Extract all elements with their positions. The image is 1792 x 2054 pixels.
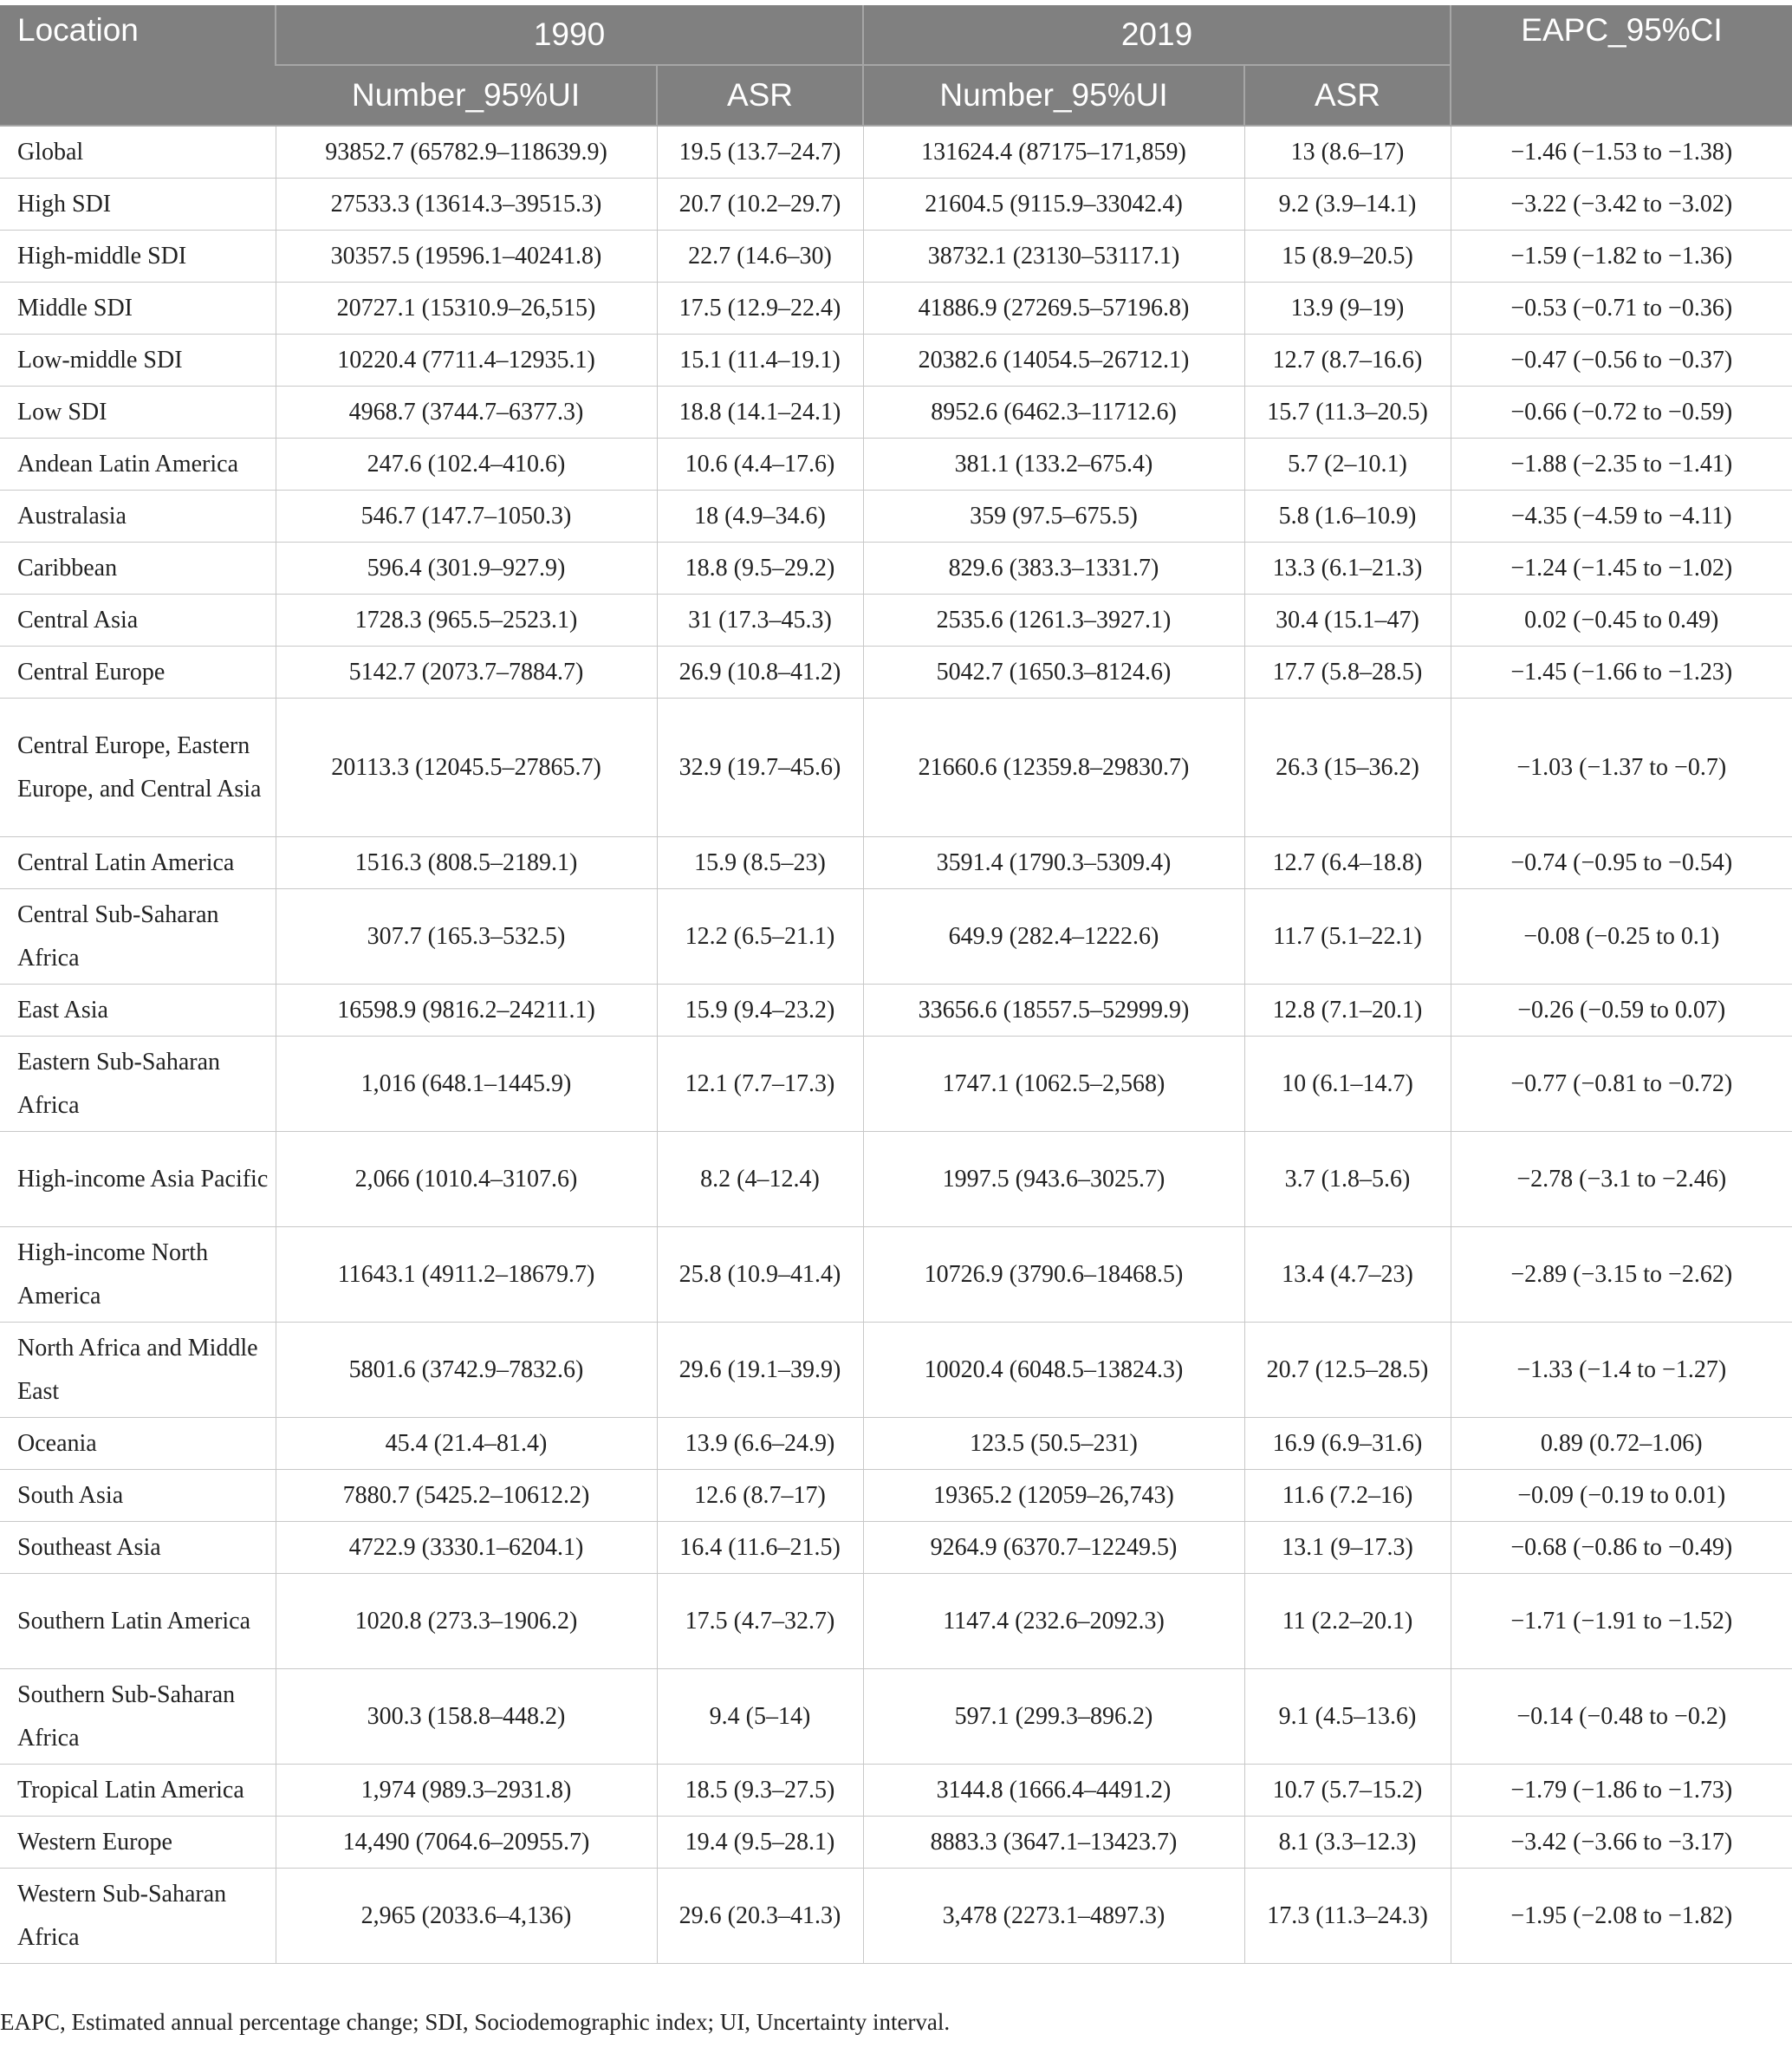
asr-2019-cell: 12.8 (7.1–20.1) <box>1244 985 1451 1037</box>
number-2019-cell: 649.9 (282.4–1222.6) <box>863 889 1244 985</box>
eapc-cell: −1.24 (−1.45 to −1.02) <box>1451 543 1792 595</box>
table-row <box>0 837 1792 889</box>
table-row <box>0 283 1792 335</box>
number-2019-cell: 1747.1 (1062.5–2,568) <box>863 1037 1244 1132</box>
number-1990-cell: 546.7 (147.7–1050.3) <box>276 491 657 543</box>
location-cell: South Asia <box>0 1470 276 1522</box>
number-2019-cell: 19365.2 (12059–26,743) <box>863 1470 1244 1522</box>
location-cell: Southern Sub-Saharan Africa <box>0 1669 276 1765</box>
asr-1990-cell: 26.9 (10.8–41.2) <box>657 647 863 699</box>
eapc-cell: −0.77 (−0.81 to −0.72) <box>1451 1037 1792 1132</box>
location-cell: Central Sub-Saharan Africa <box>0 889 276 985</box>
number-2019-cell: 3,478 (2273.1–4897.3) <box>863 1869 1244 1964</box>
asr-2019-cell: 20.7 (12.5–28.5) <box>1244 1323 1451 1418</box>
table-row <box>0 231 1792 283</box>
year-2019-header: 2019 <box>863 5 1451 65</box>
table-row <box>0 889 1792 985</box>
number-1990-cell: 10220.4 (7711.4–12935.1) <box>276 335 657 387</box>
location-cell: Australasia <box>0 491 276 543</box>
eapc-cell: −0.53 (−0.71 to −0.36) <box>1451 283 1792 335</box>
asr-2019-cell: 15.7 (11.3–20.5) <box>1244 387 1451 439</box>
number-1990-cell: 5801.6 (3742.9–7832.6) <box>276 1323 657 1418</box>
location-cell: Oceania <box>0 1418 276 1470</box>
table-row <box>0 985 1792 1037</box>
asr-2019-cell: 11.7 (5.1–22.1) <box>1244 889 1451 985</box>
asr-1990-cell: 9.4 (5–14) <box>657 1669 863 1765</box>
location-cell: Eastern Sub-Saharan Africa <box>0 1037 276 1132</box>
table-row <box>0 1418 1792 1470</box>
eapc-cell: −3.22 (−3.42 to −3.02) <box>1451 179 1792 231</box>
table-row <box>0 179 1792 231</box>
table-row <box>0 335 1792 387</box>
eapc-header: EAPC_95%CI <box>1451 5 1792 126</box>
table-row <box>0 1817 1792 1869</box>
eapc-cell: −0.26 (−0.59 to 0.07) <box>1451 985 1792 1037</box>
number-2019-cell: 597.1 (299.3–896.2) <box>863 1669 1244 1765</box>
number-2019-cell: 9264.9 (6370.7–12249.5) <box>863 1522 1244 1574</box>
location-cell: Southern Latin America <box>0 1574 276 1669</box>
number-2019-cell: 3144.8 (1666.4–4491.2) <box>863 1765 1244 1817</box>
number-2019-cell: 123.5 (50.5–231) <box>863 1418 1244 1470</box>
number-2019-cell: 2535.6 (1261.3–3927.1) <box>863 595 1244 647</box>
location-cell: Central Asia <box>0 595 276 647</box>
eapc-cell: −1.33 (−1.4 to −1.27) <box>1451 1323 1792 1418</box>
eapc-cell: −2.78 (−3.1 to −2.46) <box>1451 1132 1792 1227</box>
asr-1990-cell: 16.4 (11.6–21.5) <box>657 1522 863 1574</box>
table-row <box>0 647 1792 699</box>
location-cell: Tropical Latin America <box>0 1765 276 1817</box>
number-2019-cell: 3591.4 (1790.3–5309.4) <box>863 837 1244 889</box>
number-2019-cell: 1147.4 (232.6–2092.3) <box>863 1574 1244 1669</box>
table-row <box>0 491 1792 543</box>
table-row <box>0 1522 1792 1574</box>
asr-1990-cell: 15.9 (9.4–23.2) <box>657 985 863 1037</box>
number-2019-cell: 8883.3 (3647.1–13423.7) <box>863 1817 1244 1869</box>
number-1990-cell: 16598.9 (9816.2–24211.1) <box>276 985 657 1037</box>
asr-2019-cell: 15 (8.9–20.5) <box>1244 231 1451 283</box>
asr-1990-cell: 17.5 (12.9–22.4) <box>657 283 863 335</box>
location-cell: Western Sub-Saharan Africa <box>0 1869 276 1964</box>
asr-2019-cell: 26.3 (15–36.2) <box>1244 699 1451 837</box>
asr-1990-cell: 19.4 (9.5–28.1) <box>657 1817 863 1869</box>
table-row <box>0 439 1792 491</box>
eapc-cell: −1.95 (−2.08 to −1.82) <box>1451 1869 1792 1964</box>
number-1990-cell: 1,016 (648.1–1445.9) <box>276 1037 657 1132</box>
number-1990-cell: 27533.3 (13614.3–39515.3) <box>276 179 657 231</box>
table-body <box>0 126 1792 1964</box>
location-cell: Caribbean <box>0 543 276 595</box>
eapc-cell: −2.89 (−3.15 to −2.62) <box>1451 1227 1792 1323</box>
location-cell: High SDI <box>0 179 276 231</box>
asr-1990-cell: 10.6 (4.4–17.6) <box>657 439 863 491</box>
number-1990-cell: 4722.9 (3330.1–6204.1) <box>276 1522 657 1574</box>
number-2019-cell: 5042.7 (1650.3–8124.6) <box>863 647 1244 699</box>
asr-2019-cell: 13.9 (9–19) <box>1244 283 1451 335</box>
asr-2019-cell: 10 (6.1–14.7) <box>1244 1037 1451 1132</box>
table-row <box>0 1765 1792 1817</box>
data-table <box>0 5 1792 1964</box>
number-1990-cell: 4968.7 (3744.7–6377.3) <box>276 387 657 439</box>
asr-1990-cell: 22.7 (14.6–30) <box>657 231 863 283</box>
asr-2019-cell: 13.3 (6.1–21.3) <box>1244 543 1451 595</box>
asr-2019-header: ASR <box>1244 65 1451 126</box>
asr-2019-cell: 13.1 (9–17.3) <box>1244 1522 1451 1574</box>
eapc-cell: −1.45 (−1.66 to −1.23) <box>1451 647 1792 699</box>
asr-2019-cell: 17.7 (5.8–28.5) <box>1244 647 1451 699</box>
asr-1990-header: ASR <box>657 65 863 126</box>
number-2019-cell: 38732.1 (23130–53117.1) <box>863 231 1244 283</box>
eapc-cell: −1.88 (−2.35 to −1.41) <box>1451 439 1792 491</box>
asr-1990-cell: 32.9 (19.7–45.6) <box>657 699 863 837</box>
number-2019-cell: 20382.6 (14054.5–26712.1) <box>863 335 1244 387</box>
eapc-cell: −1.59 (−1.82 to −1.36) <box>1451 231 1792 283</box>
asr-1990-cell: 12.6 (8.7–17) <box>657 1470 863 1522</box>
number-1990-cell: 2,066 (1010.4–3107.6) <box>276 1132 657 1227</box>
asr-2019-cell: 8.1 (3.3–12.3) <box>1244 1817 1451 1869</box>
number-1990-cell: 1728.3 (965.5–2523.1) <box>276 595 657 647</box>
table-row <box>0 1470 1792 1522</box>
eapc-cell: −1.03 (−1.37 to −0.7) <box>1451 699 1792 837</box>
asr-1990-cell: 18.8 (9.5–29.2) <box>657 543 863 595</box>
location-cell: Andean Latin America <box>0 439 276 491</box>
number-2019-cell: 33656.6 (18557.5–52999.9) <box>863 985 1244 1037</box>
location-cell: Central Europe, Eastern Europe, and Central Asia <box>0 699 276 837</box>
asr-2019-cell: 9.1 (4.5–13.6) <box>1244 1669 1451 1765</box>
number-1990-cell: 1,974 (989.3–2931.8) <box>276 1765 657 1817</box>
eapc-cell: −0.14 (−0.48 to −0.2) <box>1451 1669 1792 1765</box>
location-cell: North Africa and Middle East <box>0 1323 276 1418</box>
number-1990-cell: 307.7 (165.3–532.5) <box>276 889 657 985</box>
eapc-cell: −0.68 (−0.86 to −0.49) <box>1451 1522 1792 1574</box>
location-cell: Low SDI <box>0 387 276 439</box>
asr-1990-cell: 13.9 (6.6–24.9) <box>657 1418 863 1470</box>
asr-1990-cell: 8.2 (4–12.4) <box>657 1132 863 1227</box>
number-1990-cell: 14,490 (7064.6–20955.7) <box>276 1817 657 1869</box>
number-2019-cell: 359 (97.5–675.5) <box>863 491 1244 543</box>
header-row-years <box>0 5 1792 65</box>
asr-2019-cell: 30.4 (15.1–47) <box>1244 595 1451 647</box>
location-cell: Global <box>0 126 276 179</box>
table-row <box>0 1227 1792 1323</box>
number-2019-cell: 21604.5 (9115.9–33042.4) <box>863 179 1244 231</box>
asr-1990-cell: 31 (17.3–45.3) <box>657 595 863 647</box>
asr-1990-cell: 12.2 (6.5–21.1) <box>657 889 863 985</box>
location-cell: Central Latin America <box>0 837 276 889</box>
number-2019-cell: 21660.6 (12359.8–29830.7) <box>863 699 1244 837</box>
number-1990-cell: 20113.3 (12045.5–27865.7) <box>276 699 657 837</box>
number-1990-cell: 5142.7 (2073.7–7884.7) <box>276 647 657 699</box>
location-cell: High-middle SDI <box>0 231 276 283</box>
asr-2019-cell: 11.6 (7.2–16) <box>1244 1470 1451 1522</box>
number-2019-cell: 829.6 (383.3–1331.7) <box>863 543 1244 595</box>
asr-1990-cell: 18 (4.9–34.6) <box>657 491 863 543</box>
asr-2019-cell: 10.7 (5.7–15.2) <box>1244 1765 1451 1817</box>
table-row <box>0 1574 1792 1669</box>
asr-1990-cell: 18.5 (9.3–27.5) <box>657 1765 863 1817</box>
location-header: Location <box>0 5 276 126</box>
eapc-cell: −1.71 (−1.91 to −1.52) <box>1451 1574 1792 1669</box>
asr-2019-cell: 17.3 (11.3–24.3) <box>1244 1869 1451 1964</box>
table-row <box>0 126 1792 179</box>
number-2019-cell: 41886.9 (27269.5–57196.8) <box>863 283 1244 335</box>
table-row <box>0 595 1792 647</box>
asr-1990-cell: 17.5 (4.7–32.7) <box>657 1574 863 1669</box>
number-1990-cell: 247.6 (102.4–410.6) <box>276 439 657 491</box>
number-1990-cell: 93852.7 (65782.9–118639.9) <box>276 126 657 179</box>
asr-2019-cell: 11 (2.2–20.1) <box>1244 1574 1451 1669</box>
number-2019-header: Number_95%UI <box>863 65 1244 126</box>
eapc-cell: −0.74 (−0.95 to −0.54) <box>1451 837 1792 889</box>
table-header <box>0 5 1792 126</box>
asr-1990-cell: 20.7 (10.2–29.7) <box>657 179 863 231</box>
asr-2019-cell: 3.7 (1.8–5.6) <box>1244 1132 1451 1227</box>
number-1990-cell: 2,965 (2033.6–4,136) <box>276 1869 657 1964</box>
eapc-cell: −3.42 (−3.66 to −3.17) <box>1451 1817 1792 1869</box>
asr-1990-cell: 29.6 (20.3–41.3) <box>657 1869 863 1964</box>
asr-2019-cell: 12.7 (8.7–16.6) <box>1244 335 1451 387</box>
location-cell: Western Europe <box>0 1817 276 1869</box>
table-row <box>0 699 1792 837</box>
asr-2019-cell: 5.7 (2–10.1) <box>1244 439 1451 491</box>
table-row <box>0 1869 1792 1964</box>
location-cell: East Asia <box>0 985 276 1037</box>
eapc-cell: −0.09 (−0.19 to 0.01) <box>1451 1470 1792 1522</box>
asr-2019-cell: 9.2 (3.9–14.1) <box>1244 179 1451 231</box>
location-cell: High-income North America <box>0 1227 276 1323</box>
eapc-cell: −0.08 (−0.25 to 0.1) <box>1451 889 1792 985</box>
asr-2019-cell: 5.8 (1.6–10.9) <box>1244 491 1451 543</box>
eapc-cell: −0.66 (−0.72 to −0.59) <box>1451 387 1792 439</box>
table-row <box>0 1132 1792 1227</box>
number-1990-cell: 7880.7 (5425.2–10612.2) <box>276 1470 657 1522</box>
number-2019-cell: 8952.6 (6462.3–11712.6) <box>863 387 1244 439</box>
asr-1990-cell: 25.8 (10.9–41.4) <box>657 1227 863 1323</box>
table-row <box>0 1037 1792 1132</box>
number-1990-cell: 45.4 (21.4–81.4) <box>276 1418 657 1470</box>
number-1990-header: Number_95%UI <box>276 65 657 126</box>
number-1990-cell: 11643.1 (4911.2–18679.7) <box>276 1227 657 1323</box>
asr-1990-cell: 15.1 (11.4–19.1) <box>657 335 863 387</box>
location-cell: Low-middle SDI <box>0 335 276 387</box>
table-row <box>0 543 1792 595</box>
eapc-cell: 0.02 (−0.45 to 0.49) <box>1451 595 1792 647</box>
number-2019-cell: 381.1 (133.2–675.4) <box>863 439 1244 491</box>
asr-1990-cell: 12.1 (7.7–17.3) <box>657 1037 863 1132</box>
table-row <box>0 1669 1792 1765</box>
location-cell: Central Europe <box>0 647 276 699</box>
asr-1990-cell: 19.5 (13.7–24.7) <box>657 126 863 179</box>
table-row <box>0 387 1792 439</box>
eapc-cell: −1.46 (−1.53 to −1.38) <box>1451 126 1792 179</box>
asr-2019-cell: 13 (8.6–17) <box>1244 126 1451 179</box>
number-1990-cell: 300.3 (158.8–448.2) <box>276 1669 657 1765</box>
asr-2019-cell: 12.7 (6.4–18.8) <box>1244 837 1451 889</box>
eapc-cell: −4.35 (−4.59 to −4.11) <box>1451 491 1792 543</box>
number-1990-cell: 596.4 (301.9–927.9) <box>276 543 657 595</box>
number-2019-cell: 10020.4 (6048.5–13824.3) <box>863 1323 1244 1418</box>
number-2019-cell: 10726.9 (3790.6–18468.5) <box>863 1227 1244 1323</box>
location-cell: Southeast Asia <box>0 1522 276 1574</box>
table-row <box>0 1323 1792 1418</box>
number-1990-cell: 1020.8 (273.3–1906.2) <box>276 1574 657 1669</box>
number-2019-cell: 131624.4 (87175–171,859) <box>863 126 1244 179</box>
asr-1990-cell: 18.8 (14.1–24.1) <box>657 387 863 439</box>
eapc-cell: −1.79 (−1.86 to −1.73) <box>1451 1765 1792 1817</box>
number-1990-cell: 1516.3 (808.5–2189.1) <box>276 837 657 889</box>
asr-1990-cell: 29.6 (19.1–39.9) <box>657 1323 863 1418</box>
asr-1990-cell: 15.9 (8.5–23) <box>657 837 863 889</box>
number-1990-cell: 30357.5 (19596.1–40241.8) <box>276 231 657 283</box>
location-cell: High-income Asia Pacific <box>0 1132 276 1227</box>
number-1990-cell: 20727.1 (15310.9–26,515) <box>276 283 657 335</box>
eapc-cell: −0.47 (−0.56 to −0.37) <box>1451 335 1792 387</box>
asr-2019-cell: 13.4 (4.7–23) <box>1244 1227 1451 1323</box>
asr-2019-cell: 16.9 (6.9–31.6) <box>1244 1418 1451 1470</box>
eapc-cell: 0.89 (0.72–1.06) <box>1451 1418 1792 1470</box>
year-1990-header: 1990 <box>276 5 863 65</box>
table-footnote: EAPC, Estimated annual percentage change; SDI, Sociodemographic index; UI, Uncertainty interval. <box>0 2009 951 2035</box>
number-2019-cell: 1997.5 (943.6–3025.7) <box>863 1132 1244 1227</box>
location-cell: Middle SDI <box>0 283 276 335</box>
